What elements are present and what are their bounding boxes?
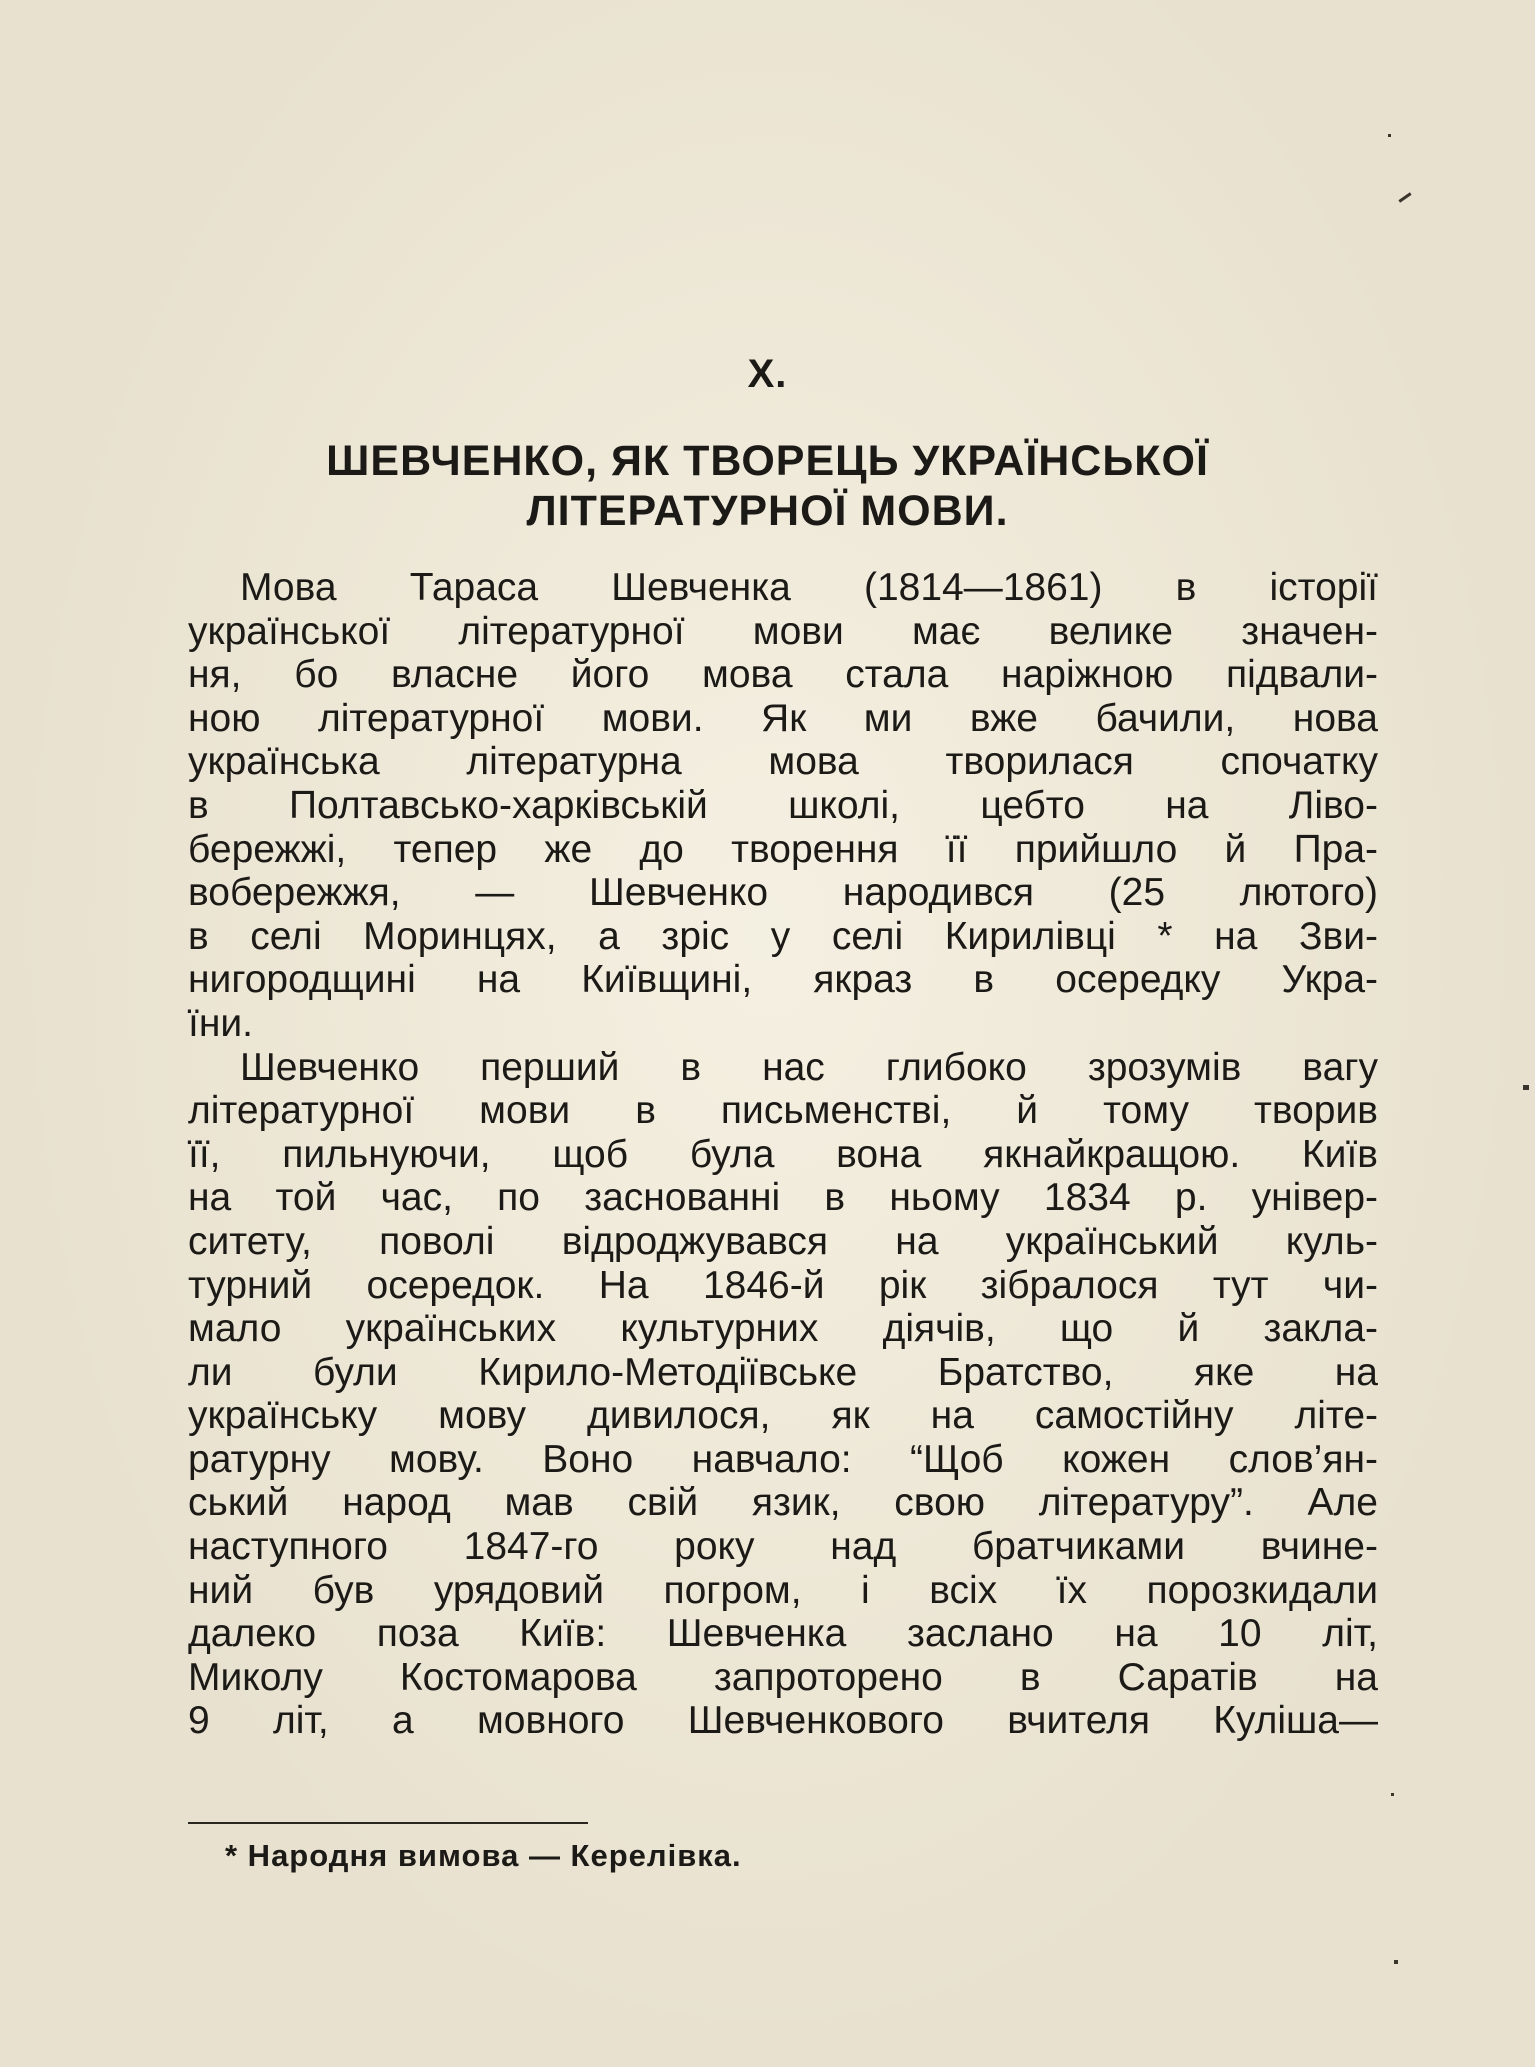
page-speck [1398,192,1411,202]
text-line: ратурну мову. Воно навчало: “Щоб кожен слов’ян- [188,1437,1378,1481]
text-line: українську мову дивилося, як на самостійну літе- [188,1394,1378,1438]
text-line: мало українських культурних діячів, що й закла- [188,1307,1378,1351]
text-line: наступного 1847-го року над братчиками вчине- [188,1525,1378,1569]
text-line: української літературної мови має велике значен- [188,609,1378,653]
body-text [188,566,1378,1743]
text-line: ною літературної мови. Як ми вже бачили, нова [188,696,1378,740]
text-line: ня, бо власне його мова стала наріжною підвали- [188,653,1378,697]
text-line: далеко поза Київ: Шевченка заслано на 10 літ, [188,1612,1378,1656]
chapter-title [150,436,1385,536]
text-line: нигородщині на Київщині, якраз в осередку Укра- [188,958,1378,1002]
text-line: їни. [188,1001,253,1045]
text-line: ський народ мав свій язик, свою літературу”. Але [188,1481,1378,1525]
chapter-title-line: ЛІТЕРАТУРНОЇ МОВИ. [526,487,1009,535]
text-line: в Полтавсько-харківській школі, цебто на Ліво- [188,783,1378,827]
footnote: * Народня вимова — Керелівка. [225,1838,742,1873]
footnote-divider [188,1822,588,1824]
paragraph [188,1046,1378,1744]
text-line: ли були Кирило-Методіївське Братство, яке на [188,1350,1378,1394]
chapter-title-line: ШЕВЧЕНКО, ЯК ТВОРЕЦЬ УКРАЇНСЬКОЇ [326,437,1209,485]
text-line: літературної мови в письменстві, й тому творив [188,1089,1378,1133]
text-line: ний був урядовий погром, і всіх їх порозкидали [188,1568,1378,1612]
page-speck [1523,1085,1529,1090]
text-line: вобережжя, — Шевченко народився (25 лютого) [188,871,1378,915]
text-line: її, пильнуючи, щоб була вона якнайкращою. Київ [188,1132,1378,1176]
text-line: українська літературна мова творилася спочатку [188,740,1378,784]
text-line: на той час, по заснованні в ньому 1834 р. універ- [188,1176,1378,1220]
text-line: бережжі, тепер же до творення її прийшло й Пра- [188,827,1378,871]
paragraph [188,566,1378,1046]
text-line: 9 літ, а мовного Шевченкового вчителя Куліша— [188,1699,1378,1743]
page-speck [1394,1960,1398,1964]
page-speck [1391,1793,1394,1796]
text-line: Мова Тараса Шевченка (1814—1861) в історії [240,566,1378,609]
text-line: Миколу Костомарова запроторено в Саратів на [188,1655,1378,1699]
page-speck [1388,134,1391,137]
text-line: ситету, поволі відроджувався на український куль- [188,1219,1378,1263]
text-line: в селі Моринцях, а зріс у селі Кирилівці * на Зви- [188,914,1378,958]
chapter-number: X. [747,352,788,396]
text-line: турний осередок. На 1846-й рік зібралося тут чи- [188,1263,1378,1307]
text-line: Шевченко перший в нас глибоко зрозумів вагу [240,1045,1378,1089]
